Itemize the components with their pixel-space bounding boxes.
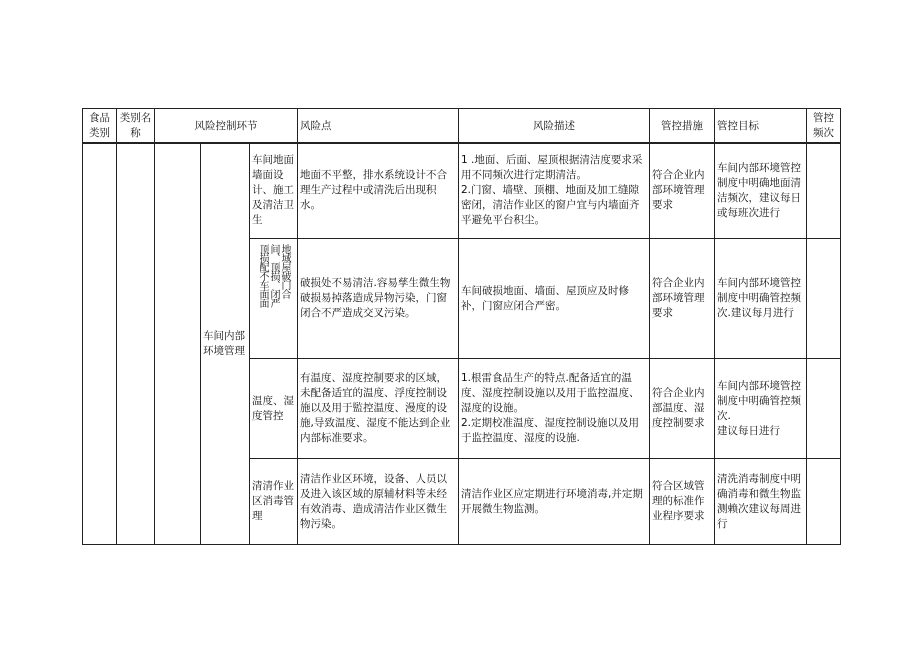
risk-desc-cell: 有温度、湿度控制要求的区域，未配备适宜的温度、浮度控制设施以及用于監控温度、漫度的设施,导致温度、湿度不能达到企业内部标准要求。 (298, 359, 459, 459)
header-target: 管控目标 (715, 109, 807, 144)
target-cell: 符合区域管理的标准作业程序要求 (650, 459, 715, 545)
responsible-cell (807, 239, 841, 359)
risk-desc-cell: 地面不平整，排水系统设计不合理生产过程中或清洗后出现积水。 (298, 143, 459, 239)
category-name-cell (117, 143, 155, 545)
section-label: 车间内部环境管理 (201, 143, 250, 545)
responsible-cell (807, 359, 841, 459)
header-food-category: 食品类别 (83, 109, 117, 144)
risk-point-cell: 车间地面墙面设计、施工及清洁卫生 (250, 143, 298, 239)
control-step-blank-cell (155, 143, 201, 545)
header-risk-point: 风险点 (298, 109, 459, 144)
header-risk-desc: 风险描述 (459, 109, 650, 144)
risk-point-cell: 温度、湿度管控 (250, 359, 298, 459)
target-cell: 符合企业内部温度、湿度控制要求 (650, 359, 715, 459)
measures-cell: 1 .地面、后面、屋顶根据清洁度要求采用不同频次进行定期清洁。 2.门窗、墙壁、顶棚、地面及加工缝隙密闭，清洁作业区的窗户宜与内墙面齐平避免平台积尘。 (459, 143, 650, 239)
table-row (83, 143, 841, 239)
risk-control-table (82, 108, 841, 144)
target-cell: 符合企业内部环境管理要求 (650, 143, 715, 239)
target-cell: 符合企业内部环境管理要求 (650, 239, 715, 359)
frequency-cell: 车间内部环境管控制度中明确管控频次.建议每月进行 (715, 239, 807, 359)
frequency-cell: 车间内部环境管控制度中明确管控频次. 建议每日进行 (715, 359, 807, 459)
food-category-cell (83, 143, 117, 545)
risk-point-cell: 清清作业区消毒管理 (250, 459, 298, 545)
frequency-cell: 车间内部环境管控制度中明确地面清洁频次，建议每日或每班次进行 (715, 143, 807, 239)
responsible-cell (807, 459, 841, 545)
header-category-name: 类别名称 (117, 109, 155, 144)
measures-cell: 1.根雷食品生产的特点.配备适宜的温度、湿度控制设施以及用于监控温度、湿度的设施。 2.定期校准温度、湿度控制设施以及用于监控温度、湿度的设施. (459, 359, 650, 459)
measures-cell: 车间破损地面、墙面、屋顶应及时修补，门窗应闭合严密。 (459, 239, 650, 359)
frequency-cell: 清洗消毒制度中明确消毒和微生物监测赖次建议每周进行 (715, 459, 807, 545)
risk-desc-cell: 清洁作业区环境，设备、人员以及进入该区域的原辅材料等未经有效消毒、造成清洁作业区微生物污染。 (298, 459, 459, 545)
header-measures: 管控措施 (650, 109, 715, 144)
measures-cell: 清洁作业区应定期进行环境消毒,并定期开展微生物监测。 (459, 459, 650, 545)
header-control-step: 风险控制环节 (155, 109, 298, 144)
header-frequency: 管控频次 (807, 109, 841, 144)
risk-point-cell (250, 239, 298, 359)
risk-control-body (82, 142, 841, 545)
responsible-cell (807, 143, 841, 239)
header-row (83, 109, 841, 144)
risk-desc-cell: 破损处不易清洁.容易孳生微生物破损易掉落造成异物污染，门窗闭合不严造成交叉污染。 (298, 239, 459, 359)
risk-point-vertical-text: 地域屋破门合 间、顶损、闭严 顶损配不车面面 (257, 243, 290, 307)
